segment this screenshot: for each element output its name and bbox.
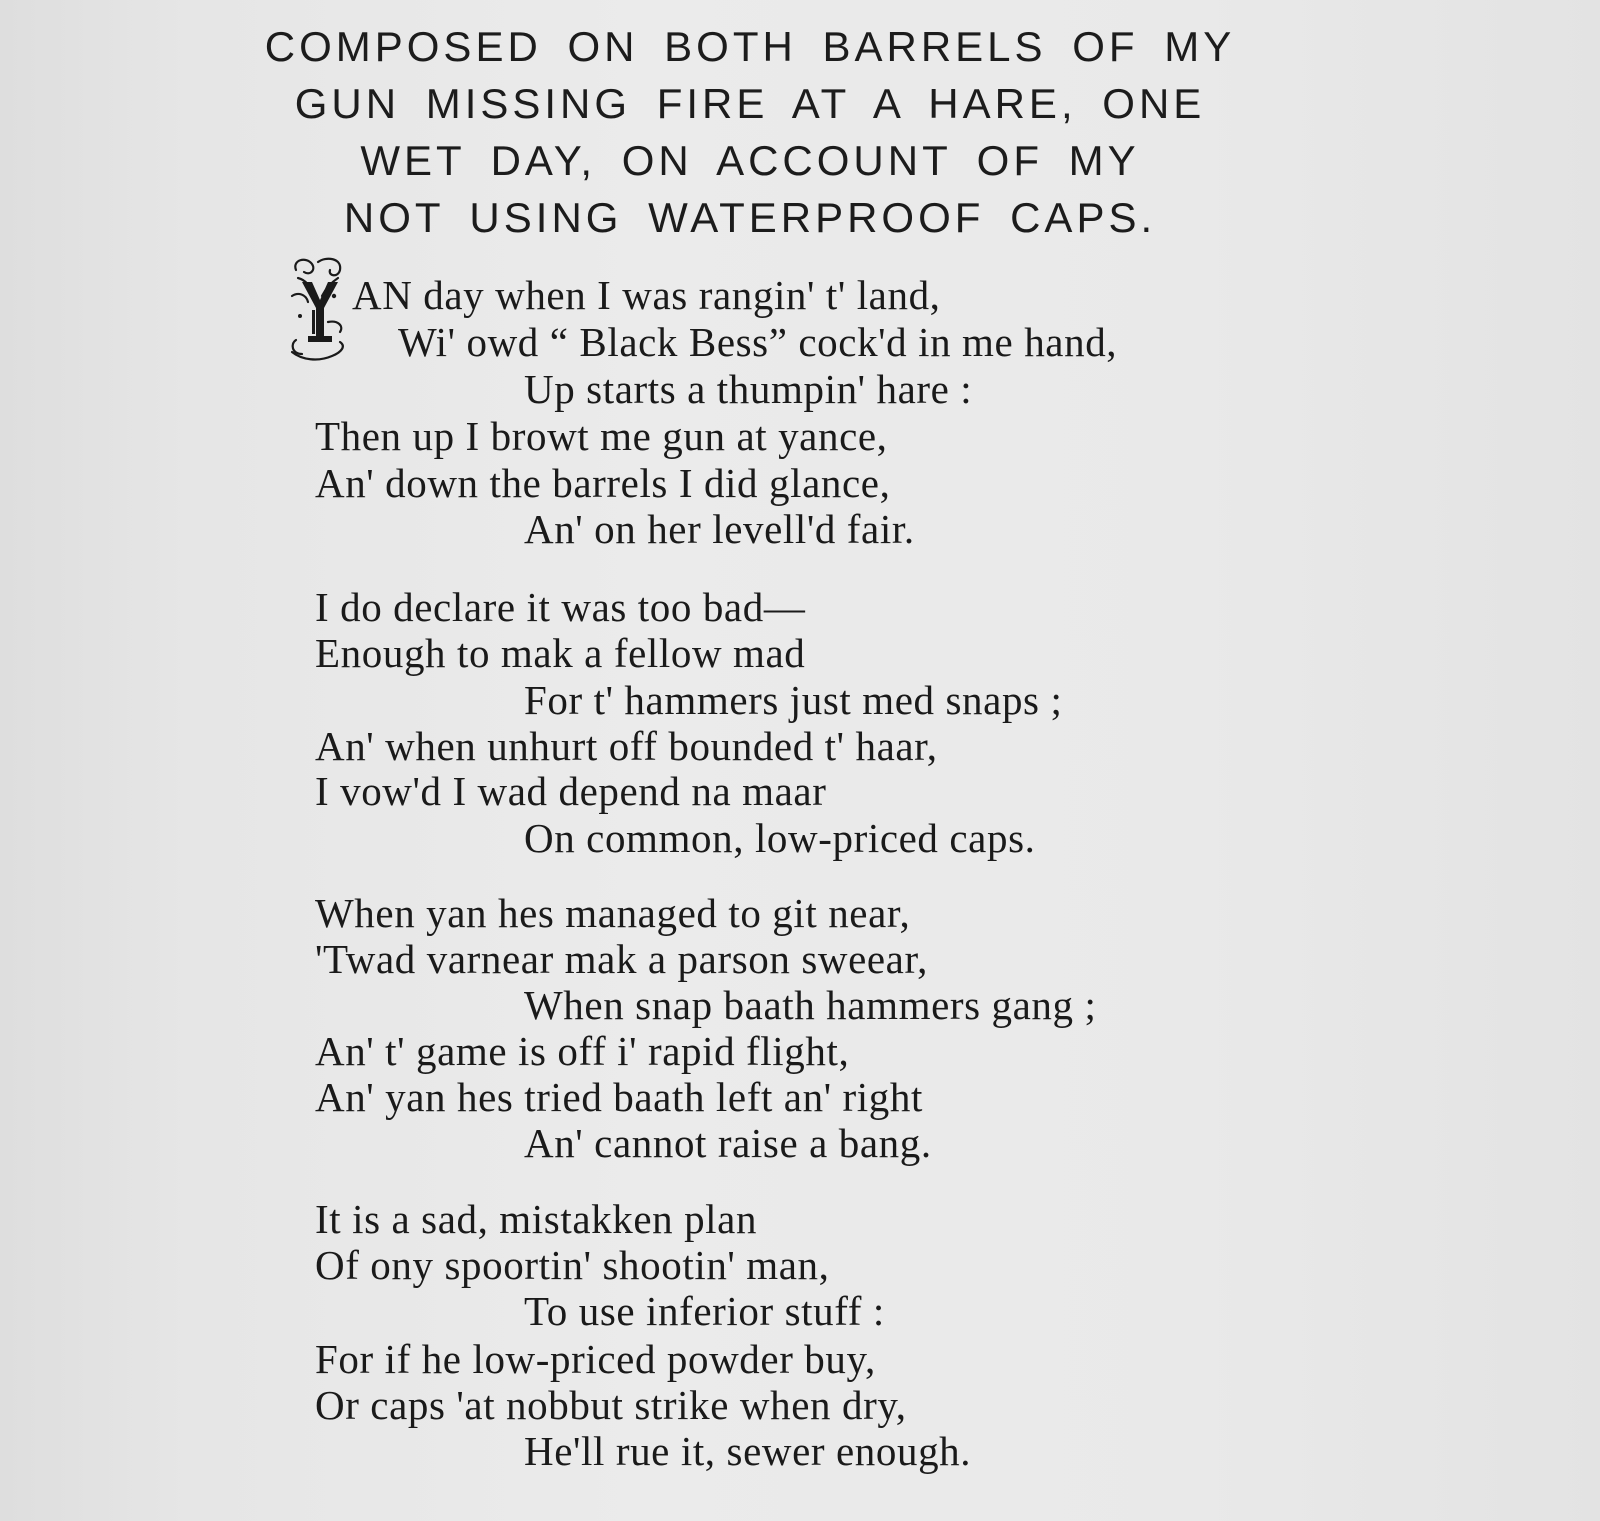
title-line: GUN MISSING FIRE AT A HARE, ONE [294,80,1206,127]
poem-line: Of ony spoortin' shootin' man, [315,1242,830,1288]
poem-line: He'll rue it, sewer enough. [524,1428,972,1474]
title-line: WET DAY, ON ACCOUNT OF MY [360,137,1140,184]
poem-line: Up starts a thumpin' hare : [524,366,973,412]
poem-line: Then up I browt me gun at yance, [315,413,888,459]
poem-line: To use inferior stuff : [524,1288,885,1334]
poem-line: An' t' game is off i' rapid flight, [315,1028,850,1074]
poem-line: It is a sad, mistakken plan [315,1196,758,1242]
poem-line: When snap baath hammers gang ; [524,982,1097,1028]
poem-line: An' when unhurt off bounded t' haar, [315,723,938,769]
poem-line: Wi' owd “ Black Bess” cock'd in me hand, [398,319,1118,365]
title-line: NOT USING WATERPROOF CAPS. [343,194,1157,241]
poem-line: For t' hammers just med snaps ; [524,677,1063,723]
title-line: COMPOSED ON BOTH BARRELS OF MY [264,23,1236,70]
poem-line: An' yan hes tried baath left an' right [315,1074,923,1120]
poem-line: I do declare it was too bad— [315,584,806,630]
poem-line: An' on her levell'd fair. [524,506,915,552]
poem-line: 'Twad varnear mak a parson sweear, [315,936,928,982]
poem-line: An' cannot raise a bang. [524,1120,932,1166]
poem-line: I vow'd I wad depend na maar [315,768,827,814]
poem-line: On common, low-priced caps. [524,815,1036,861]
poem-line: An' down the barrels I did glance, [315,460,891,506]
drop-cap-letter: Y [318,336,319,337]
poem-line: When yan hes managed to git near, [315,890,911,936]
poem-line: AN day when I was rangin' t' land, [352,272,941,318]
poem-line: For if he low-priced powder buy, [315,1336,876,1382]
poem-line: Enough to mak a fellow mad [315,630,806,676]
poem-line: Or caps 'at nobbut strike when dry, [315,1382,907,1428]
